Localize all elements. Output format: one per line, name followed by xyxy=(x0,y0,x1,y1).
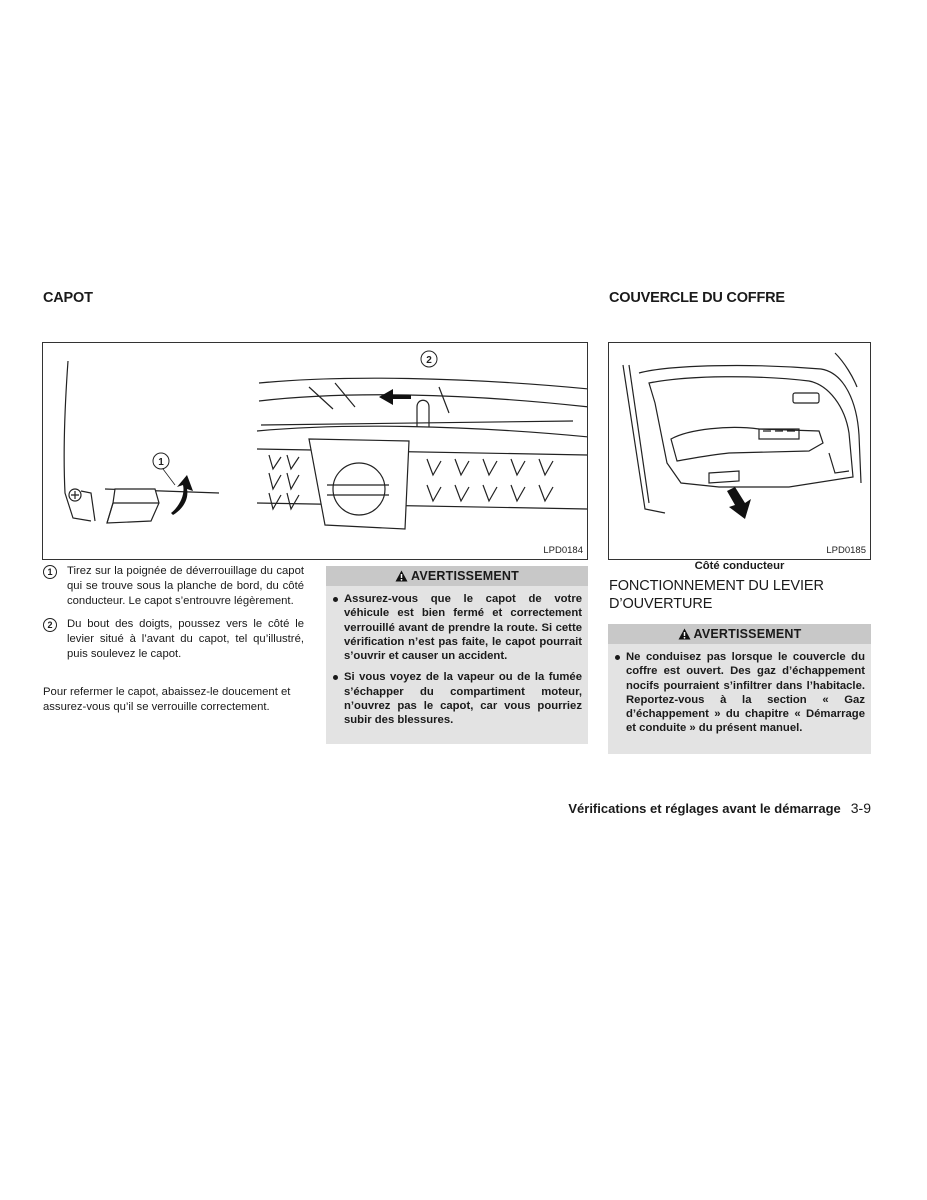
lever-operation-heading: FONCTIONNEMENT DU LEVIER D’OUVERTURE xyxy=(609,578,824,612)
hood-warning-box xyxy=(326,566,588,744)
page-number: 3-9 xyxy=(850,800,871,816)
footer-chapter-title: Vérifications et réglages avant le démarrage xyxy=(568,801,841,816)
hood-section-title: CAPOT xyxy=(43,290,93,306)
hood-warning-list xyxy=(326,586,588,739)
hood-steps xyxy=(43,564,304,669)
hood-step-1 xyxy=(43,564,304,610)
warning-triangle-icon xyxy=(678,626,691,646)
hood-closing-text: Pour refermer le capot, abaissez-le doucement et assurez-vous qu’il se verrouille correctement. xyxy=(43,686,291,714)
trunk-warning-title: AVERTISSEMENT xyxy=(693,627,802,641)
door-illustration-drawing xyxy=(609,343,871,560)
hood-warning-title: AVERTISSEMENT xyxy=(411,569,519,583)
warning-triangle-icon xyxy=(395,568,408,588)
hood-illustration-drawing xyxy=(43,343,588,560)
hood-release-illustration xyxy=(42,342,588,560)
hood-warning-header xyxy=(326,566,588,586)
step-number-2: 2 xyxy=(43,618,57,632)
trunk-figure-caption: Côté conducteur xyxy=(694,560,785,572)
trunk-release-illustration xyxy=(608,342,871,560)
hood-warning-item-2: Si vous voyez de la vapeur ou de la fumée s’échapper du compartiment moteur, n’ouvrez pas le capot, car vous pourriez subir des blessures. xyxy=(332,670,582,727)
trunk-warning-header xyxy=(608,624,871,644)
trunk-warning-item-1: Ne conduisez pas lorsque le couvercle du coffre est ouvert. Des gaz d’échappement nocifs pourraient s’infiltrer dans l’habitacle. Reportez-vous à la section « Gaz d’échappement » du chapitre « Démarrage et conduite » du présent manuel. xyxy=(614,650,865,736)
hood-warning-item-1: Assurez-vous que le capot de votre véhicule est bien fermé et correctement verrouillé avant de prendre la route. Si cette vérification n’est pas faite, le capot pourrait s’ouvrir et causer un accident. xyxy=(332,592,582,663)
callout-1-label: 1 xyxy=(158,457,164,468)
step-text-2: Du bout des doigts, poussez vers le côté le levier situé à l’avant du capot, tel qu’illustré, puis soulevez le capot. xyxy=(67,617,304,661)
page-footer xyxy=(568,800,871,816)
hood-step-2 xyxy=(43,617,304,663)
trunk-warning-box xyxy=(608,624,871,754)
step-number-1: 1 xyxy=(43,565,57,579)
callout-2-label: 2 xyxy=(426,355,432,366)
step-text-1: Tirez sur la poignée de déverrouillage du capot qui se trouve sous la planche de bord, du côté conducteur. Le capot s’entrouvre légèrement. xyxy=(67,565,304,608)
trunk-figure-id: LPD0185 xyxy=(826,545,866,556)
hood-figure-id: LPD0184 xyxy=(543,545,583,556)
trunk-section-title: COUVERCLE DU COFFRE xyxy=(609,290,785,306)
trunk-warning-list xyxy=(608,644,871,747)
